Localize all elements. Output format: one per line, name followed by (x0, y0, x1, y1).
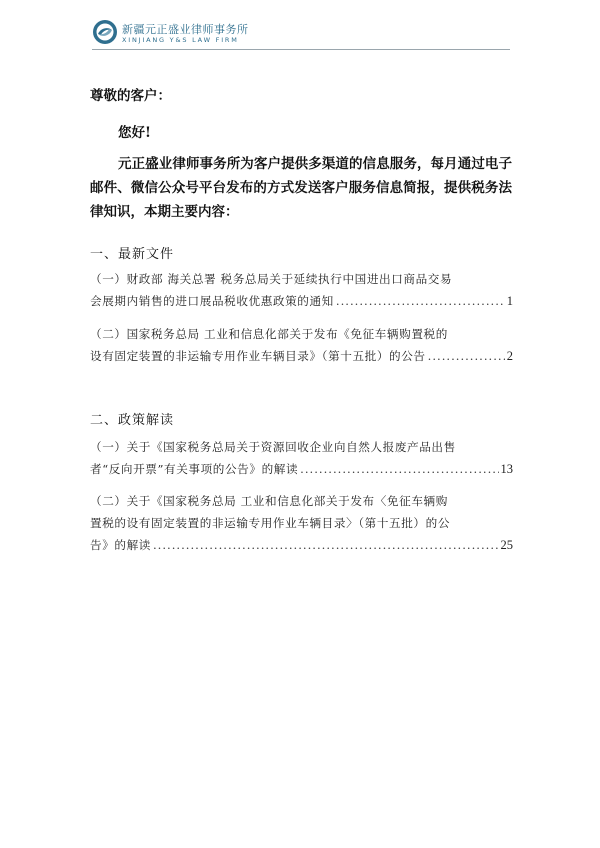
section-title-policy-interpretation: 二、政策解读 (90, 413, 175, 428)
toc-entry[interactable] (90, 490, 513, 556)
toc-entry-line: 置税的设有固定装置的非运输专用作业车辆目录〉（第十五批）的公 (90, 516, 451, 530)
toc-page-number: 1 (506, 294, 513, 308)
toc-entry-line: （一）财政部 海关总署 税务总局关于延续执行中国进出口商品交易 (90, 272, 453, 286)
toc-leader-dots (428, 345, 505, 367)
toc-page-number: 13 (500, 462, 513, 476)
salutation: 尊敬的客户： (90, 88, 171, 104)
greeting: 您好! (118, 125, 151, 141)
toc-entry-line: （二）关于《国家税务总局 工业和信息化部关于发布〈免征车辆购 (90, 494, 448, 508)
header-divider (92, 49, 510, 50)
toc-entry-line: （二）国家税务总局 工业和信息化部关于发布《免征车辆购置税的 (90, 327, 448, 341)
toc-entry[interactable] (90, 436, 513, 480)
firm-name-cn: 新疆元正盛业律师事务所 (122, 23, 249, 36)
letterhead (92, 16, 512, 50)
toc-entry-line: （一）关于《国家税务总局关于资源回收企业向自然人报废产品出售 (90, 440, 456, 454)
intro-paragraph: 元正盛业律师事务所为客户提供多渠道的信息服务，每月通过电子邮件、微信公众号平台发布的方式发送客户服务信息简报，提供税务法律知识，本期主要内容： (90, 156, 512, 220)
section-title-latest-documents: 一、最新文件 (90, 247, 175, 262)
firm-name-en: XINJIANG Y&S LAW FIRM (122, 36, 239, 44)
toc-entry-line: 设有固定装置的非运输专用作业车辆目录》（第十五批）的公告 (90, 349, 426, 363)
toc-entry[interactable] (90, 268, 513, 312)
toc-leader-dots (336, 290, 505, 312)
toc-leader-dots (300, 458, 498, 480)
toc-leader-dots (153, 534, 499, 556)
toc-page-number: 25 (500, 538, 513, 552)
toc-entry-line: 会展期内销售的进口展品税收优惠政策的通知 (90, 294, 334, 308)
toc-entry-line: 者“反向开票”有关事项的公告》的解读 (90, 462, 299, 476)
toc-page-number: 2 (506, 349, 513, 363)
firm-logo-icon (92, 19, 118, 45)
toc-entry-line: 告》的解读 (90, 538, 151, 552)
toc-entry[interactable] (90, 323, 513, 367)
